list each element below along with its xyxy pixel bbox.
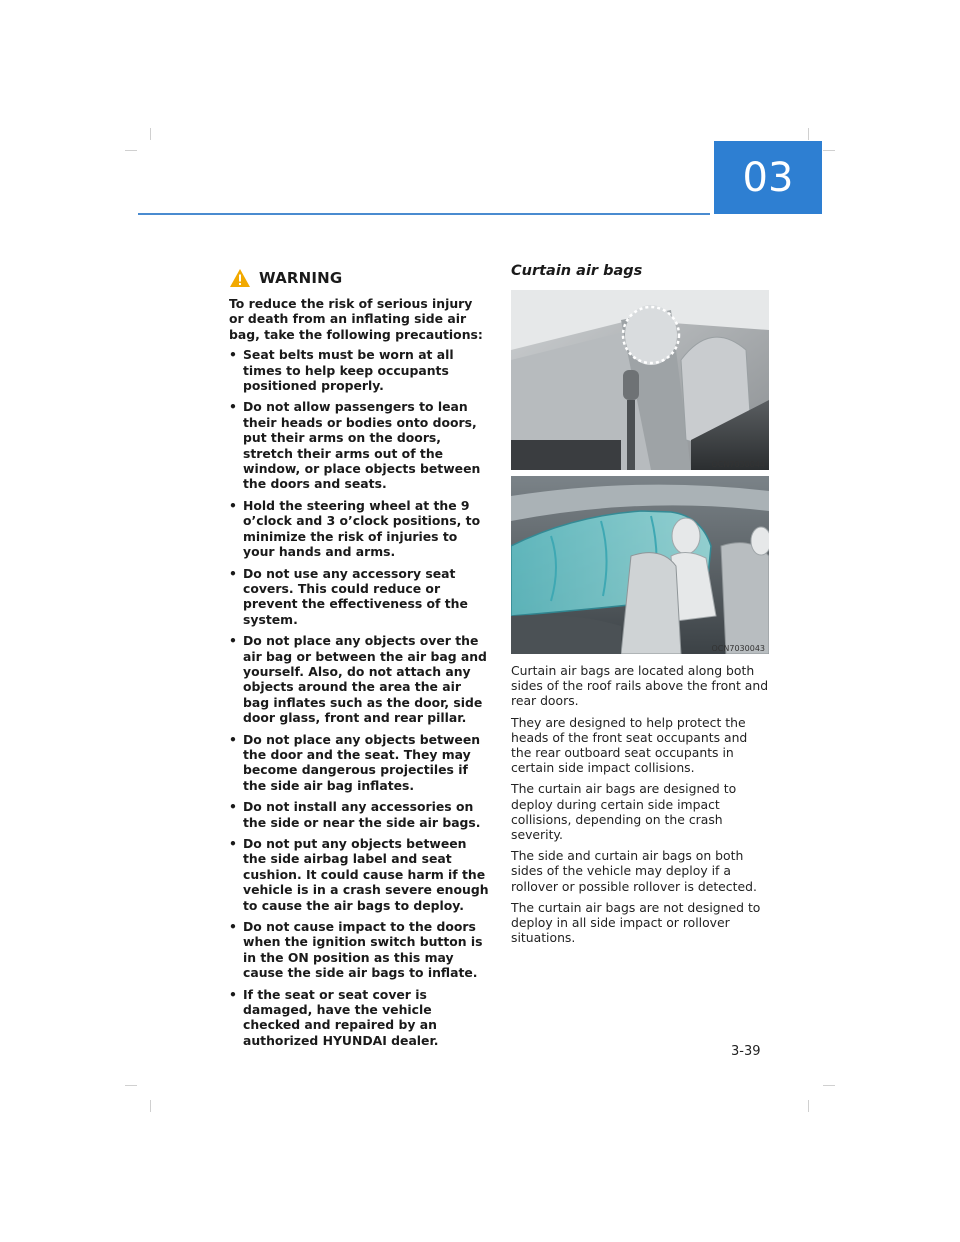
crop-mark xyxy=(125,1085,137,1086)
body-paragraph: Curtain air bags are located along both sides of the roof rails above the front and rear doors. xyxy=(511,663,769,709)
crop-mark xyxy=(823,150,835,151)
chapter-tab xyxy=(714,141,822,214)
warning-item: • Hold the steering wheel at the 9 o’clock and 3 o’clock positions, to minimize the risk of injuries to your hands and arms. xyxy=(229,498,491,560)
warning-item: • Do not use any accessory seat covers. This could reduce or prevent the effectiveness of the system. xyxy=(229,566,491,628)
warning-item: • Do not place any objects between the door and the seat. They may become dangerous projectiles if the side air bag inflates. xyxy=(229,732,491,794)
section-title: Curtain air bags xyxy=(511,263,643,279)
header-rule xyxy=(138,213,710,215)
body-paragraph: The side and curtain air bags on both sides of the vehicle may deploy if a rollover or possible rollover is detected. xyxy=(511,848,757,894)
crop-mark xyxy=(150,1100,151,1112)
warning-title: WARNING xyxy=(259,269,343,287)
crop-mark xyxy=(808,128,809,140)
body-paragraph: They are designed to help protect the heads of the front seat occupants and the rear outboard seat occupants in certain side impact collisions. xyxy=(511,714,748,776)
warning-item: • Seat belts must be worn at all times to help keep occupants positioned properly. xyxy=(229,347,491,393)
figure-curtain-deploy xyxy=(511,476,769,654)
warning-item: • Do not install any accessories on the side or near the side air bags. xyxy=(229,799,491,830)
warning-item: • Do not allow passengers to lean their heads or bodies onto doors, put their arms on the doors, stretch their arms out of the window, or place objects between the doors and seats. xyxy=(229,399,491,491)
body-paragraph: The curtain air bags are not designed to deploy in all side impact or rollover situations. xyxy=(511,899,761,946)
body-paragraph: The curtain air bags are designed to deploy during certain side impact collisions, depending on the crash severity. xyxy=(511,781,737,843)
figure-pillar-label xyxy=(511,290,769,470)
warning-item: • If the seat or seat cover is damaged, have the vehicle checked and repaired by an authorized HYUNDAI dealer. xyxy=(229,987,491,1049)
warning-item: • Do not place any objects over the air bag or between the air bag and yourself. Also, do not attach any objects around the area the air bag inflates such as the door, side door glass, front and rear pillar. xyxy=(229,633,491,725)
curtain-airbag-section xyxy=(511,263,769,951)
figure-code: OCN7030043 xyxy=(711,644,765,653)
warning-triangle-icon xyxy=(229,268,251,288)
crop-mark xyxy=(808,1100,809,1112)
curtain-illustration xyxy=(511,476,769,654)
warning-list xyxy=(229,347,491,1048)
crop-mark xyxy=(823,1085,835,1086)
warning-item: • Do not cause impact to the doors when the ignition switch button is in the ON position as this may cause the side air bags to inflate. xyxy=(229,919,491,981)
crop-mark xyxy=(125,150,137,151)
chapter-number: 03 xyxy=(742,154,794,201)
pillar-illustration xyxy=(511,290,769,470)
warning-box xyxy=(229,268,491,1054)
warning-intro: To reduce the risk of serious injury or death from an inflating side air bag, take the following precautions: xyxy=(229,296,483,342)
page-number: 3-39 xyxy=(731,1044,761,1059)
warning-header xyxy=(229,268,491,288)
warning-item: • Do not put any objects between the side airbag label and seat cushion. It could cause harm if the vehicle is in a crash severe enough to cause the air bags to deploy. xyxy=(229,836,491,913)
figure-code: OCN7030044 xyxy=(711,460,765,469)
crop-mark xyxy=(150,128,151,140)
